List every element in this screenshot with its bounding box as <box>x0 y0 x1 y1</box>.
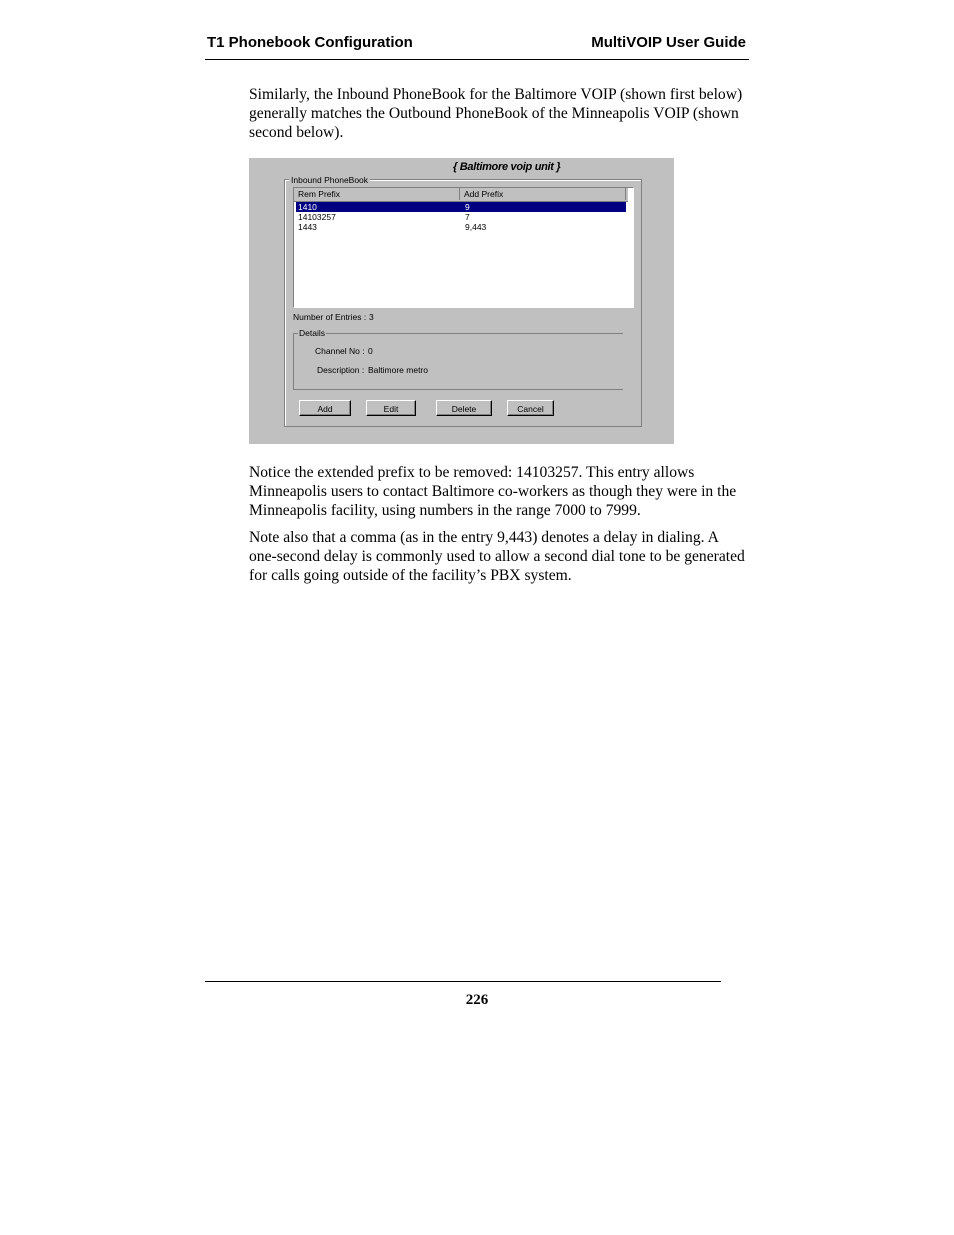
description-label: Description : <box>317 365 365 375</box>
entries-value: 3 <box>369 312 374 322</box>
list-header <box>294 188 628 202</box>
cell-add-prefix: 7 <box>465 212 470 222</box>
paragraph-intro: Similarly, the Inbound PhoneBook for the Baltimore VOIP (shown first below) generally matches the Outbound PhoneBook of the Minneapolis VOIP (shown second below). <box>249 86 743 141</box>
phonebook-list[interactable] <box>293 187 634 308</box>
channel-value: 0 <box>368 346 373 356</box>
paragraph-comma-delay: Note also that a comma (as in the entry 9,443) denotes a delay in dialing. A one-second delay is commonly used to allow a second dial tone to be generated for calls going outside of the facility’s PBX system. <box>249 529 745 584</box>
cancel-button[interactable]: Cancel <box>507 400 554 416</box>
column-header-add-prefix[interactable]: Add Prefix <box>460 188 626 200</box>
details-frame <box>293 333 623 390</box>
channel-label: Channel No : <box>315 346 365 356</box>
entries-label: Number of Entries : <box>293 312 367 322</box>
table-row[interactable] <box>296 212 626 222</box>
add-button[interactable]: Add <box>299 400 351 416</box>
delete-button[interactable]: Delete <box>436 400 492 416</box>
column-header-rem-prefix[interactable]: Rem Prefix <box>294 188 460 200</box>
footer-rule <box>205 981 721 982</box>
page-number: 226 <box>465 992 489 1008</box>
header-rule <box>205 59 749 60</box>
phonebook-screenshot <box>249 158 674 444</box>
table-row[interactable] <box>296 222 626 232</box>
edit-button[interactable]: Edit <box>366 400 416 416</box>
cell-add-prefix: 9,443 <box>465 222 487 232</box>
cell-add-prefix: 9 <box>465 202 470 212</box>
unit-title: { Baltimore voip unit } <box>453 161 561 173</box>
paragraph-extended-prefix: Notice the extended prefix to be removed: 14103257. This entry allows Minneapolis users to contact Baltimore co-workers as though they were in the Minneapolis facility, using numbers in the range 7000 to 7999. <box>249 464 737 519</box>
cell-rem-prefix: 14103257 <box>298 212 336 222</box>
cell-rem-prefix: 1443 <box>298 222 317 232</box>
description-value: Baltimore metro <box>368 365 428 375</box>
header-left: T1 Phonebook Configuration <box>207 34 413 51</box>
phonebook-group-label: Inbound PhoneBook <box>291 175 369 185</box>
cell-rem-prefix: 1410 <box>298 202 317 212</box>
header-right: MultiVOIP User Guide <box>591 34 746 51</box>
details-label: Details <box>299 328 325 338</box>
table-row[interactable] <box>296 202 626 212</box>
